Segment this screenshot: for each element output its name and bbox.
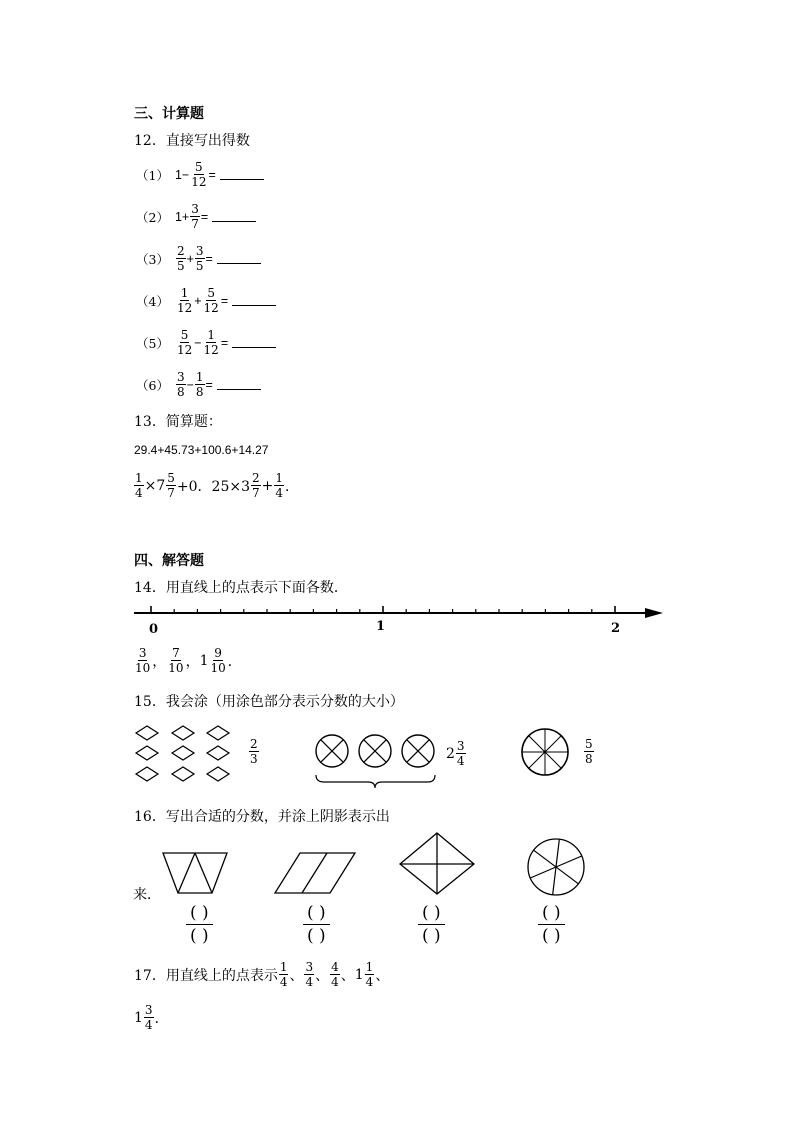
item-label: （5） xyxy=(136,335,169,351)
numerator: 2 xyxy=(252,471,260,485)
denominator: 12 xyxy=(176,343,193,357)
fraction xyxy=(279,960,289,989)
numerator: 4 xyxy=(331,960,339,974)
denominator: 7 xyxy=(167,486,175,500)
denominator-blank[interactable]: ( ) xyxy=(190,926,209,946)
denominator: 8 xyxy=(585,752,593,766)
question-17-last xyxy=(134,1003,169,1032)
denominator: 4 xyxy=(365,975,374,989)
denominator: 5 xyxy=(195,259,204,273)
whole-part: 2 xyxy=(446,745,455,762)
denominator: 5 xyxy=(176,259,185,273)
question-15-title: 15．我会涂（用涂色部分表示分数的大小） xyxy=(134,694,404,710)
rhombus-shape xyxy=(400,833,474,894)
item-label: （3） xyxy=(136,251,169,267)
fraction xyxy=(144,1003,154,1032)
item-label: （1） xyxy=(136,167,169,183)
question-16-title: 16．写出合适的分数，并涂上阴影表示出 xyxy=(134,809,390,825)
separator: 、 xyxy=(289,967,304,984)
denominator: 7 xyxy=(252,486,260,500)
equals-sign: = xyxy=(200,209,209,224)
numerator: 3 xyxy=(305,960,314,974)
tick-label-2: 2 xyxy=(611,621,621,636)
answer-fraction-blank[interactable] xyxy=(418,904,445,945)
fraction xyxy=(304,960,314,989)
operator-text: + xyxy=(261,477,274,494)
numerator: 1 xyxy=(195,370,204,384)
numerator-blank[interactable]: ( ) xyxy=(303,904,330,925)
tick-label-0: 0 xyxy=(149,622,159,637)
denominator: 4 xyxy=(331,975,339,989)
operator-text: + xyxy=(194,293,202,308)
answer-fraction-blank[interactable] xyxy=(538,904,565,945)
denominator-blank[interactable]: ( ) xyxy=(307,926,326,946)
numerator-blank[interactable]: ( ) xyxy=(538,904,565,925)
denominator: 4 xyxy=(135,486,143,500)
operator-text: 1− xyxy=(174,167,190,182)
numerator: 1 xyxy=(275,471,284,485)
numerator: 1 xyxy=(279,960,288,974)
denominator: 10 xyxy=(210,661,226,675)
denominator: 12 xyxy=(203,343,219,357)
denominator: 12 xyxy=(203,301,219,315)
equals-sign: = xyxy=(220,335,229,350)
spoke-line xyxy=(534,850,579,884)
section-title-answers: 四、解答题 xyxy=(134,553,204,569)
equals-sign: = xyxy=(205,377,213,392)
whole-part: 1 xyxy=(199,652,209,669)
question-17-prefix: 17．用直线上的点表示 xyxy=(134,967,278,984)
numerator: 3 xyxy=(176,370,185,384)
denominator: 12 xyxy=(176,301,193,315)
equals-sign: = xyxy=(208,167,216,182)
item-label: （6） xyxy=(136,377,169,393)
trapezoid-shape xyxy=(163,853,227,893)
operator-text: − xyxy=(194,335,202,350)
section-title-calculation: 三、计算题 xyxy=(134,106,204,122)
numerator-blank[interactable]: ( ) xyxy=(186,904,213,925)
denominator: 8 xyxy=(176,385,185,399)
separator: ． xyxy=(227,653,242,670)
denominator: 4 xyxy=(144,1018,153,1032)
question-17-title xyxy=(134,960,389,989)
denominator: 4 xyxy=(456,754,465,768)
question-13-expression-1: 29.4+45.73+100.6+14.27 xyxy=(134,443,269,457)
operator-text: +0．25×3 xyxy=(176,478,251,495)
equals-sign: = xyxy=(205,251,213,266)
numerator: 5 xyxy=(180,328,189,342)
denominator: 4 xyxy=(279,975,288,989)
question-16-tail: 来． xyxy=(133,887,161,903)
answer-fraction-blank[interactable] xyxy=(186,904,213,945)
question-12-title: 12．直接写出得数 xyxy=(134,133,250,149)
denominator: 10 xyxy=(135,661,151,675)
numerator: 1 xyxy=(365,960,374,974)
denominator: 7 xyxy=(191,217,199,231)
question-13-title: 13．简算题： xyxy=(134,414,222,430)
separator: ． xyxy=(154,1010,169,1027)
operator-text: + xyxy=(186,251,194,266)
item-label: （4） xyxy=(136,293,169,309)
whole-part: 1 xyxy=(354,966,364,983)
denominator-blank[interactable]: ( ) xyxy=(422,926,441,946)
denominator: 4 xyxy=(305,975,314,989)
separator: ， xyxy=(185,653,200,670)
question-14-title: 14．用直线上的点表示下面各数． xyxy=(134,580,348,596)
numerator: 3 xyxy=(195,244,204,258)
item-label: （2） xyxy=(136,209,169,225)
separator: 、 xyxy=(315,967,330,984)
numerator: 2 xyxy=(250,737,258,751)
answer-fraction-blank[interactable] xyxy=(303,904,330,945)
denominator: 12 xyxy=(191,175,207,189)
denominator-blank[interactable]: ( ) xyxy=(542,926,561,946)
numerator: 1 xyxy=(180,286,189,300)
denominator: 10 xyxy=(168,661,184,675)
operator-text: − xyxy=(186,377,194,392)
operator-text: ×7 xyxy=(144,477,166,494)
numerator: 7 xyxy=(172,646,180,660)
numerator: 3 xyxy=(456,739,465,753)
operator-text: 1+ xyxy=(174,209,190,224)
numerator: 3 xyxy=(191,202,199,216)
denominator: 8 xyxy=(195,385,204,399)
numerator-blank[interactable]: ( ) xyxy=(418,904,445,925)
numerator: 5 xyxy=(167,471,175,485)
numerator: 5 xyxy=(585,737,593,751)
denominator: 3 xyxy=(250,752,258,766)
whole-part: 1 xyxy=(134,1009,143,1026)
numerator: 5 xyxy=(195,160,203,174)
separator: 、 xyxy=(340,967,355,984)
parallelogram-shape xyxy=(275,853,355,893)
separator: ， xyxy=(152,653,167,670)
separator: 、 xyxy=(375,967,390,984)
numerator: 2 xyxy=(176,244,185,258)
denominator: 4 xyxy=(275,486,284,500)
numerator: 3 xyxy=(138,646,147,660)
numerator: 1 xyxy=(135,471,143,485)
numerator: 9 xyxy=(214,646,222,660)
numerator: 5 xyxy=(207,286,215,300)
tick-label-1: 1 xyxy=(376,619,386,634)
operator-text: ． xyxy=(285,478,300,495)
circle-sixths-shape xyxy=(528,839,584,895)
fraction xyxy=(365,960,375,989)
numerator: 1 xyxy=(207,328,215,342)
fraction xyxy=(330,960,340,989)
equals-sign: = xyxy=(220,293,229,308)
numerator: 3 xyxy=(144,1003,153,1017)
